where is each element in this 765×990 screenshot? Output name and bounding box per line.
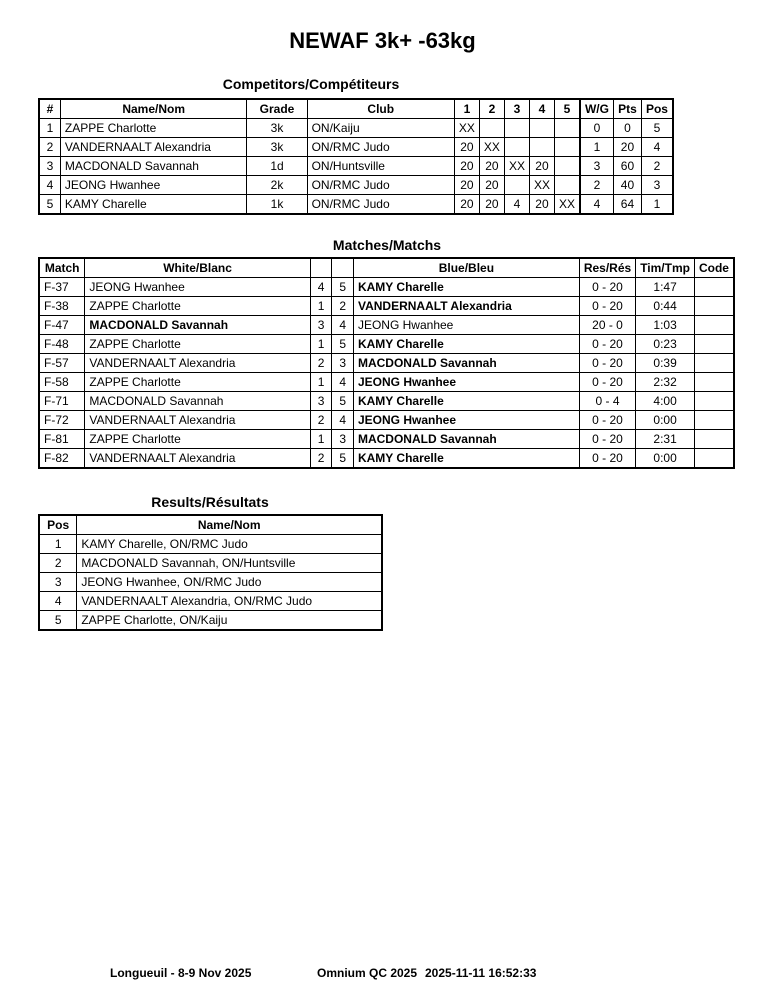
match-white-cell: MACDONALD Savannah (85, 392, 310, 411)
match-time-cell: 0:00 (636, 449, 695, 469)
result-name-cell: VANDERNAALT Alexandria, ON/RMC Judo (77, 592, 382, 611)
match-blue-cell: JEONG Hwanhee (353, 411, 579, 430)
match-result-cell: 0 - 20 (579, 335, 635, 354)
result-pos-cell: 3 (39, 573, 77, 592)
competitor-r5-cell (554, 176, 580, 195)
competitors-column-header: 3 (504, 99, 529, 119)
match-blue-num-cell: 4 (332, 316, 354, 335)
match-blue-cell: KAMY Charelle (353, 335, 579, 354)
competitor-r4-cell: 20 (529, 195, 554, 215)
match-code-cell (694, 335, 734, 354)
match-blue-num-cell: 3 (332, 430, 354, 449)
match-time-cell: 2:32 (636, 373, 695, 392)
result-row (39, 573, 382, 592)
match-code-cell (694, 411, 734, 430)
competitor-name-cell: ZAPPE Charlotte (60, 119, 247, 138)
match-code-cell (694, 373, 734, 392)
competitor-num-cell: 5 (39, 195, 60, 215)
match-row (39, 411, 734, 430)
match-white-cell: ZAPPE Charlotte (85, 373, 310, 392)
matches-column-header: Code (694, 258, 734, 278)
matches-column-header: Match (39, 258, 85, 278)
page-title: NEWAF 3k+ -63kg (289, 28, 476, 53)
competitors-heading: Competitors/Compétiteurs (222, 76, 400, 92)
match-id-cell: F-48 (39, 335, 85, 354)
competitor-r5-cell (554, 138, 580, 157)
competitors-column-header: 1 (454, 99, 479, 119)
competitor-row (39, 157, 673, 176)
competitor-pts-cell: 0 (613, 119, 641, 138)
match-row (39, 297, 734, 316)
match-row (39, 449, 734, 469)
match-white-num-cell: 2 (310, 449, 332, 469)
match-time-cell: 0:23 (636, 335, 695, 354)
match-white-num-cell: 1 (310, 335, 332, 354)
match-code-cell (694, 430, 734, 449)
match-white-num-cell: 2 (310, 411, 332, 430)
match-code-cell (694, 449, 734, 469)
competitor-num-cell: 1 (39, 119, 60, 138)
match-code-cell (694, 316, 734, 335)
competitor-r2-cell: 20 (479, 157, 504, 176)
competitor-num-cell: 3 (39, 157, 60, 176)
competitor-pos-cell: 3 (641, 176, 673, 195)
match-blue-num-cell: 5 (332, 392, 354, 411)
competitor-r2-cell: 20 (479, 195, 504, 215)
match-blue-cell: KAMY Charelle (353, 449, 579, 469)
competitor-r3-cell: XX (504, 157, 529, 176)
result-name-cell: JEONG Hwanhee, ON/RMC Judo (77, 573, 382, 592)
result-pos-cell: 1 (39, 535, 77, 554)
match-result-cell: 0 - 20 (579, 430, 635, 449)
competitor-pos-cell: 5 (641, 119, 673, 138)
result-pos-cell: 4 (39, 592, 77, 611)
match-white-num-cell: 2 (310, 354, 332, 373)
competitor-grade-cell: 3k (247, 119, 307, 138)
match-blue-cell: VANDERNAALT Alexandria (353, 297, 579, 316)
competitors-column-header: Pts (613, 99, 641, 119)
competitor-r2-cell (479, 119, 504, 138)
match-white-cell: MACDONALD Savannah (85, 316, 310, 335)
result-row (39, 535, 382, 554)
match-blue-num-cell: 2 (332, 297, 354, 316)
match-result-cell: 0 - 20 (579, 373, 635, 392)
competitor-club-cell: ON/RMC Judo (307, 138, 454, 157)
match-id-cell: F-37 (39, 278, 85, 297)
match-time-cell: 4:00 (636, 392, 695, 411)
match-row (39, 316, 734, 335)
competitor-wg-cell: 1 (580, 138, 614, 157)
match-id-cell: F-71 (39, 392, 85, 411)
competitor-r5-cell: XX (554, 195, 580, 215)
competitor-pos-cell: 1 (641, 195, 673, 215)
match-id-cell: F-38 (39, 297, 85, 316)
match-code-cell (694, 297, 734, 316)
match-white-cell: ZAPPE Charlotte (85, 335, 310, 354)
match-time-cell: 1:47 (636, 278, 695, 297)
match-white-cell: JEONG Hwanhee (85, 278, 310, 297)
matches-header-row (39, 258, 734, 278)
match-white-cell: VANDERNAALT Alexandria (85, 449, 310, 469)
competitor-wg-cell: 4 (580, 195, 614, 215)
match-id-cell: F-47 (39, 316, 85, 335)
competitor-grade-cell: 2k (247, 176, 307, 195)
competitor-r5-cell (554, 157, 580, 176)
competitor-name-cell: JEONG Hwanhee (60, 176, 247, 195)
match-blue-num-cell: 5 (332, 335, 354, 354)
competitor-pos-cell: 4 (641, 138, 673, 157)
competitor-r1-cell: 20 (454, 138, 479, 157)
competitors-column-header: 4 (529, 99, 554, 119)
competitor-grade-cell: 3k (247, 138, 307, 157)
match-blue-num-cell: 4 (332, 411, 354, 430)
competitors-column-header: Club (307, 99, 454, 119)
competitor-wg-cell: 3 (580, 157, 614, 176)
competitor-pts-cell: 64 (613, 195, 641, 215)
match-time-cell: 0:00 (636, 411, 695, 430)
match-white-num-cell: 4 (310, 278, 332, 297)
match-white-num-cell: 3 (310, 316, 332, 335)
match-white-cell: VANDERNAALT Alexandria (85, 354, 310, 373)
competitor-num-cell: 4 (39, 176, 60, 195)
competitors-table (38, 98, 674, 215)
results-header-row (39, 515, 382, 535)
match-blue-cell: MACDONALD Savannah (353, 430, 579, 449)
match-row (39, 354, 734, 373)
competitor-row (39, 138, 673, 157)
match-blue-cell: MACDONALD Savannah (353, 354, 579, 373)
competitor-r4-cell (529, 119, 554, 138)
results-heading: Results/Résultats (151, 494, 269, 510)
competitor-pts-cell: 20 (613, 138, 641, 157)
match-white-num-cell: 3 (310, 392, 332, 411)
match-blue-num-cell: 3 (332, 354, 354, 373)
competitors-column-header: Grade (247, 99, 307, 119)
matches-column-header: Res/Rés (579, 258, 635, 278)
competitor-club-cell: ON/Huntsville (307, 157, 454, 176)
match-blue-cell: JEONG Hwanhee (353, 316, 579, 335)
competitor-r1-cell: 20 (454, 157, 479, 176)
competitor-r4-cell: XX (529, 176, 554, 195)
competitor-grade-cell: 1k (247, 195, 307, 215)
match-white-cell: ZAPPE Charlotte (85, 430, 310, 449)
result-row (39, 611, 382, 631)
match-result-cell: 0 - 20 (579, 449, 635, 469)
match-result-cell: 0 - 4 (579, 392, 635, 411)
match-code-cell (694, 392, 734, 411)
match-time-cell: 0:44 (636, 297, 695, 316)
competitors-column-header: # (39, 99, 60, 119)
competitor-club-cell: ON/RMC Judo (307, 195, 454, 215)
competitor-wg-cell: 2 (580, 176, 614, 195)
competitor-club-cell: ON/RMC Judo (307, 176, 454, 195)
competitor-row (39, 176, 673, 195)
competitors-column-header: Name/Nom (60, 99, 247, 119)
match-blue-cell: KAMY Charelle (353, 278, 579, 297)
match-time-cell: 0:39 (636, 354, 695, 373)
competitors-column-header: Pos (641, 99, 673, 119)
competitor-club-cell: ON/Kaiju (307, 119, 454, 138)
match-row (39, 278, 734, 297)
match-result-cell: 0 - 20 (579, 297, 635, 316)
competitor-wg-cell: 0 (580, 119, 614, 138)
competitor-grade-cell: 1d (247, 157, 307, 176)
match-code-cell (694, 278, 734, 297)
match-result-cell: 0 - 20 (579, 354, 635, 373)
match-code-cell (694, 354, 734, 373)
match-row (39, 373, 734, 392)
footer-event: Omnium QC 2025 (317, 966, 418, 980)
matches-column-header (332, 258, 354, 278)
match-row (39, 392, 734, 411)
match-id-cell: F-81 (39, 430, 85, 449)
match-white-num-cell: 1 (310, 297, 332, 316)
footer-timestamp: 2025-11-11 16:52:33 (425, 966, 537, 980)
match-blue-cell: JEONG Hwanhee (353, 373, 579, 392)
match-blue-num-cell: 5 (332, 278, 354, 297)
match-result-cell: 0 - 20 (579, 411, 635, 430)
matches-column-header (310, 258, 332, 278)
competitor-r3-cell: 4 (504, 195, 529, 215)
competitor-row (39, 195, 673, 215)
competitor-name-cell: VANDERNAALT Alexandria (60, 138, 247, 157)
competitor-pts-cell: 40 (613, 176, 641, 195)
competitor-pos-cell: 2 (641, 157, 673, 176)
matches-heading: Matches/Matchs (332, 237, 442, 253)
result-row (39, 554, 382, 573)
competitors-header-row (39, 99, 673, 119)
results-column-header: Name/Nom (77, 515, 382, 535)
matches-column-header: White/Blanc (85, 258, 310, 278)
result-pos-cell: 5 (39, 611, 77, 631)
competitor-name-cell: KAMY Charelle (60, 195, 247, 215)
competitors-column-header: 5 (554, 99, 580, 119)
match-row (39, 335, 734, 354)
results-column-header: Pos (39, 515, 77, 535)
match-result-cell: 20 - 0 (579, 316, 635, 335)
results-table (38, 514, 383, 631)
match-id-cell: F-57 (39, 354, 85, 373)
matches-column-header: Tim/Tmp (636, 258, 695, 278)
competitor-name-cell: MACDONALD Savannah (60, 157, 247, 176)
match-white-num-cell: 1 (310, 430, 332, 449)
match-result-cell: 0 - 20 (579, 278, 635, 297)
competitor-r3-cell (504, 138, 529, 157)
result-row (39, 592, 382, 611)
competitors-column-header: W/G (580, 99, 614, 119)
match-white-cell: ZAPPE Charlotte (85, 297, 310, 316)
competitors-column-header: 2 (479, 99, 504, 119)
match-time-cell: 2:31 (636, 430, 695, 449)
match-white-cell: VANDERNAALT Alexandria (85, 411, 310, 430)
result-pos-cell: 2 (39, 554, 77, 573)
match-white-num-cell: 1 (310, 373, 332, 392)
competitor-r1-cell: XX (454, 119, 479, 138)
competitor-row (39, 119, 673, 138)
footer-location: Longueuil - 8-9 Nov 2025 (110, 966, 252, 980)
competitor-r2-cell: XX (479, 138, 504, 157)
competitor-r1-cell: 20 (454, 176, 479, 195)
competitor-r4-cell: 20 (529, 157, 554, 176)
match-row (39, 430, 734, 449)
match-blue-num-cell: 4 (332, 373, 354, 392)
result-name-cell: ZAPPE Charlotte, ON/Kaiju (77, 611, 382, 631)
competitor-r3-cell (504, 119, 529, 138)
match-blue-cell: KAMY Charelle (353, 392, 579, 411)
matches-table (38, 257, 735, 469)
competitor-r4-cell (529, 138, 554, 157)
competitor-r3-cell (504, 176, 529, 195)
competitor-r5-cell (554, 119, 580, 138)
competitor-r1-cell: 20 (454, 195, 479, 215)
match-id-cell: F-58 (39, 373, 85, 392)
result-name-cell: KAMY Charelle, ON/RMC Judo (77, 535, 382, 554)
competitor-pts-cell: 60 (613, 157, 641, 176)
competitor-num-cell: 2 (39, 138, 60, 157)
match-id-cell: F-72 (39, 411, 85, 430)
match-blue-num-cell: 5 (332, 449, 354, 469)
match-time-cell: 1:03 (636, 316, 695, 335)
match-id-cell: F-82 (39, 449, 85, 469)
competitor-r2-cell: 20 (479, 176, 504, 195)
result-name-cell: MACDONALD Savannah, ON/Huntsville (77, 554, 382, 573)
matches-column-header: Blue/Bleu (353, 258, 579, 278)
